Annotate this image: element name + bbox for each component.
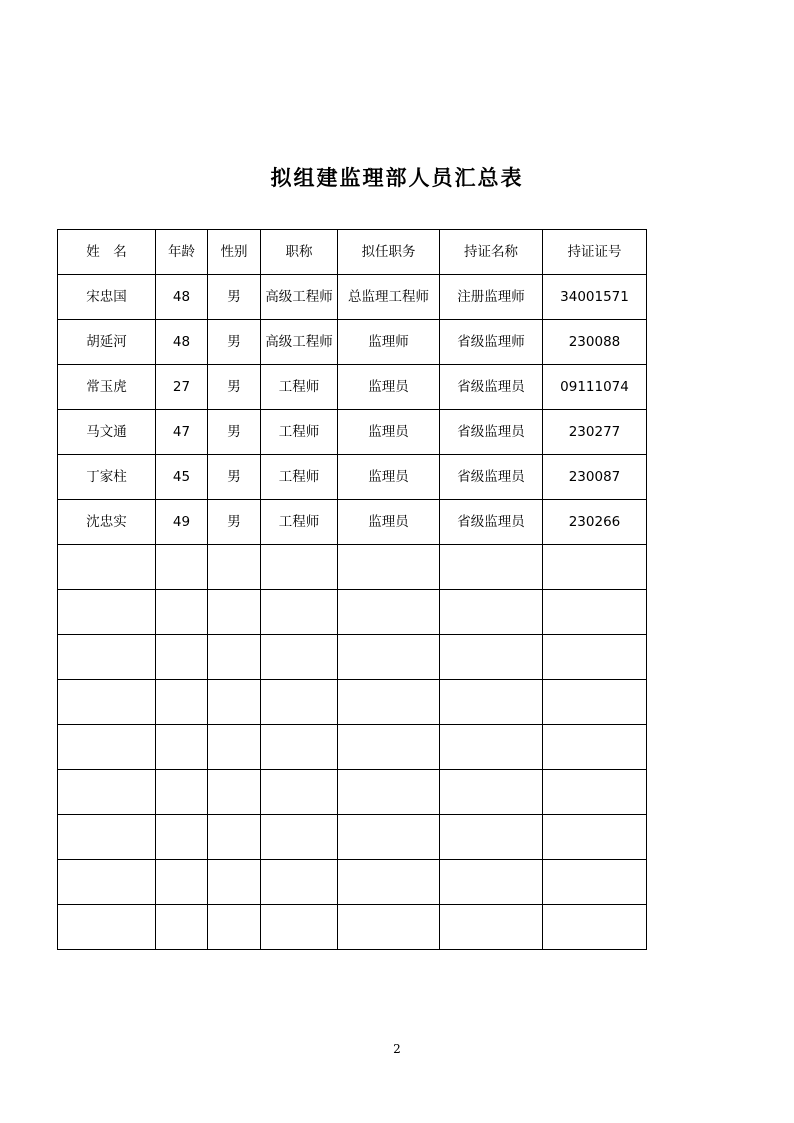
header-title: 职称	[261, 230, 338, 275]
cell-gender	[208, 905, 261, 950]
cell-position	[338, 860, 440, 905]
header-certificate-name: 持证名称	[440, 230, 543, 275]
cell-certificate-name	[440, 545, 543, 590]
cell-age: 27	[156, 365, 208, 410]
table-row	[58, 725, 647, 770]
cell-gender: 男	[208, 320, 261, 365]
cell-position	[338, 725, 440, 770]
table-row	[58, 860, 647, 905]
cell-gender	[208, 680, 261, 725]
header-position: 拟任职务	[338, 230, 440, 275]
cell-name: 沈忠实	[58, 500, 156, 545]
cell-name: 常玉虎	[58, 365, 156, 410]
cell-position	[338, 815, 440, 860]
table-row	[58, 590, 647, 635]
cell-age	[156, 635, 208, 680]
cell-name: 宋忠国	[58, 275, 156, 320]
cell-certificate-name	[440, 590, 543, 635]
header-name: 姓 名	[58, 230, 156, 275]
table-row	[58, 680, 647, 725]
cell-name	[58, 905, 156, 950]
cell-certificate-name	[440, 770, 543, 815]
cell-name: 胡延河	[58, 320, 156, 365]
header-gender: 性别	[208, 230, 261, 275]
cell-title: 工程师	[261, 410, 338, 455]
table-row	[58, 635, 647, 680]
table-row	[58, 410, 647, 455]
cell-certificate-name	[440, 680, 543, 725]
table-row	[58, 455, 647, 500]
page-number: 2	[393, 1042, 401, 1056]
cell-gender	[208, 545, 261, 590]
cell-certificate-number	[543, 545, 647, 590]
cell-age	[156, 815, 208, 860]
cell-name	[58, 545, 156, 590]
cell-certificate-name: 省级监理员	[440, 365, 543, 410]
cell-certificate-number	[543, 590, 647, 635]
cell-title	[261, 860, 338, 905]
cell-certificate-name: 省级监理师	[440, 320, 543, 365]
cell-name	[58, 860, 156, 905]
cell-certificate-number: 230277	[543, 410, 647, 455]
cell-certificate-number: 230087	[543, 455, 647, 500]
cell-title	[261, 680, 338, 725]
cell-gender: 男	[208, 275, 261, 320]
document-title: 拟组建监理部人员汇总表	[270, 165, 524, 190]
cell-title	[261, 815, 338, 860]
cell-name	[58, 725, 156, 770]
cell-position: 监理员	[338, 365, 440, 410]
table-row	[58, 365, 647, 410]
cell-position	[338, 590, 440, 635]
table-body	[58, 275, 647, 950]
cell-title	[261, 770, 338, 815]
cell-certificate-number	[543, 815, 647, 860]
cell-name	[58, 815, 156, 860]
cell-age	[156, 545, 208, 590]
cell-age: 49	[156, 500, 208, 545]
cell-gender	[208, 590, 261, 635]
cell-position	[338, 680, 440, 725]
cell-name	[58, 635, 156, 680]
cell-title	[261, 725, 338, 770]
table-row	[58, 275, 647, 320]
cell-title: 高级工程师	[261, 275, 338, 320]
cell-certificate-number	[543, 905, 647, 950]
cell-certificate-number: 34001571	[543, 275, 647, 320]
cell-certificate-name	[440, 905, 543, 950]
cell-name	[58, 590, 156, 635]
cell-certificate-name	[440, 725, 543, 770]
personnel-table	[57, 229, 647, 950]
cell-title	[261, 635, 338, 680]
cell-age: 48	[156, 275, 208, 320]
table-row	[58, 815, 647, 860]
table-row	[58, 905, 647, 950]
cell-title: 工程师	[261, 365, 338, 410]
cell-certificate-name	[440, 635, 543, 680]
table-row	[58, 770, 647, 815]
cell-name: 马文通	[58, 410, 156, 455]
cell-certificate-name: 省级监理员	[440, 455, 543, 500]
cell-certificate-number	[543, 725, 647, 770]
cell-position: 监理员	[338, 410, 440, 455]
cell-certificate-name	[440, 815, 543, 860]
cell-certificate-name: 省级监理员	[440, 410, 543, 455]
cell-certificate-number	[543, 635, 647, 680]
cell-position: 监理师	[338, 320, 440, 365]
table-row	[58, 545, 647, 590]
cell-certificate-name	[440, 860, 543, 905]
table-header-row	[58, 230, 647, 275]
cell-certificate-number: 230088	[543, 320, 647, 365]
cell-age: 47	[156, 410, 208, 455]
cell-age	[156, 725, 208, 770]
cell-position	[338, 905, 440, 950]
cell-age	[156, 680, 208, 725]
cell-certificate-number	[543, 860, 647, 905]
cell-certificate-number: 230266	[543, 500, 647, 545]
cell-gender	[208, 860, 261, 905]
cell-position: 监理员	[338, 500, 440, 545]
cell-age: 48	[156, 320, 208, 365]
cell-gender: 男	[208, 500, 261, 545]
cell-title	[261, 545, 338, 590]
table-row	[58, 320, 647, 365]
cell-gender	[208, 635, 261, 680]
cell-certificate-name: 注册监理师	[440, 275, 543, 320]
cell-name	[58, 680, 156, 725]
cell-certificate-number	[543, 770, 647, 815]
cell-gender: 男	[208, 410, 261, 455]
cell-title	[261, 590, 338, 635]
cell-certificate-number	[543, 680, 647, 725]
cell-gender: 男	[208, 455, 261, 500]
cell-age	[156, 860, 208, 905]
cell-age	[156, 905, 208, 950]
table-row	[58, 500, 647, 545]
cell-certificate-number: 09111074	[543, 365, 647, 410]
cell-name: 丁家柱	[58, 455, 156, 500]
cell-gender	[208, 725, 261, 770]
cell-title: 工程师	[261, 500, 338, 545]
header-age: 年龄	[156, 230, 208, 275]
cell-gender	[208, 770, 261, 815]
cell-position: 总监理工程师	[338, 275, 440, 320]
cell-gender: 男	[208, 365, 261, 410]
cell-position	[338, 545, 440, 590]
cell-position	[338, 770, 440, 815]
cell-name	[58, 770, 156, 815]
cell-age: 45	[156, 455, 208, 500]
cell-certificate-name: 省级监理员	[440, 500, 543, 545]
cell-title	[261, 905, 338, 950]
cell-title: 高级工程师	[261, 320, 338, 365]
cell-age	[156, 590, 208, 635]
cell-position	[338, 635, 440, 680]
cell-age	[156, 770, 208, 815]
cell-title: 工程师	[261, 455, 338, 500]
cell-gender	[208, 815, 261, 860]
header-certificate-number: 持证证号	[543, 230, 647, 275]
cell-position: 监理员	[338, 455, 440, 500]
